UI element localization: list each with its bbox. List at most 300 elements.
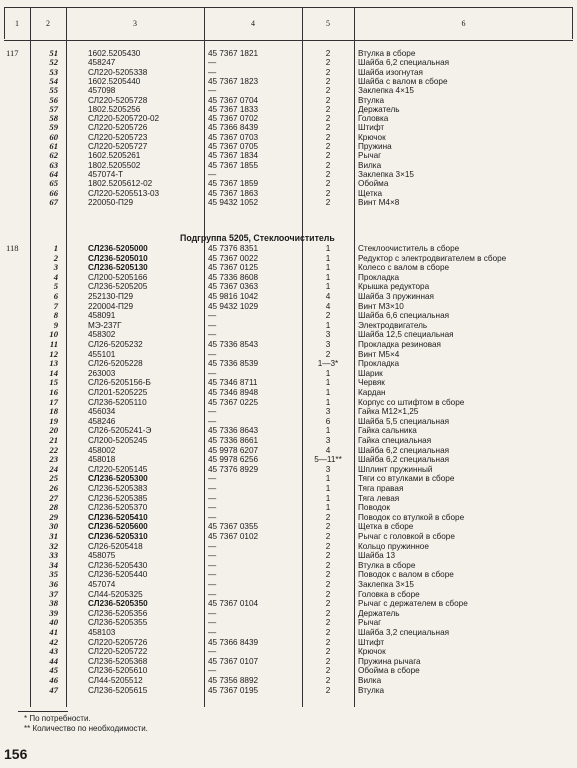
- position-number: 11: [49, 339, 58, 349]
- catalog-number: —: [208, 608, 217, 618]
- part-code: СЛ236-5205385: [88, 493, 148, 503]
- catalog-number: 45 7367 1823: [208, 76, 259, 86]
- catalog-number: 45 9978 6256: [208, 455, 259, 465]
- table-row: [0, 86, 577, 95]
- table-row: [0, 161, 577, 170]
- table-row: [0, 590, 577, 599]
- part-name: Крышка редуктора: [358, 282, 430, 292]
- part-code: МЭ-237Г: [88, 320, 122, 330]
- position-number: 12: [49, 348, 58, 359]
- catalog-number: 45 7367 0102: [208, 532, 259, 541]
- quantity: 3: [325, 340, 331, 349]
- quantity: 1: [325, 253, 331, 263]
- table-row: [0, 609, 577, 618]
- position-number: 15: [49, 377, 58, 388]
- part-name: Прокладка: [358, 359, 400, 369]
- position-number: 28: [49, 502, 58, 513]
- quantity: 2: [325, 132, 331, 142]
- position-number: 4: [53, 271, 58, 282]
- part-code: СЛ236-5205205: [88, 282, 148, 292]
- part-code: СЛ236-5205110: [88, 397, 147, 407]
- part-name: Обойма в сборе: [358, 666, 420, 676]
- table-row: [0, 618, 577, 627]
- catalog-number: —: [208, 647, 217, 657]
- part-name: Рычаг: [358, 618, 382, 628]
- catalog-number: 45 7367 0355: [208, 522, 259, 532]
- table-row: [0, 494, 577, 503]
- table-row: [0, 273, 577, 282]
- position-number: 21: [49, 435, 58, 445]
- part-code: СЛ220-5205726: [88, 637, 148, 647]
- part-code: СЛ236-5205355: [88, 618, 148, 628]
- part-code: 457074-Т: [88, 169, 124, 179]
- table-row: [0, 292, 577, 301]
- catalog-number: —: [208, 320, 217, 330]
- quantity: 2: [325, 570, 331, 580]
- table-row: [0, 350, 577, 359]
- table-row: [0, 522, 577, 531]
- catalog-number: —: [208, 570, 217, 580]
- catalog-number: 45 7367 1863: [208, 188, 259, 198]
- quantity: 2: [325, 76, 331, 86]
- catalog-number: —: [208, 666, 217, 676]
- part-code: 263003: [88, 368, 116, 378]
- part-name: Тяга правая: [358, 484, 404, 493]
- quantity: 2: [325, 532, 331, 541]
- table-row: [0, 388, 577, 397]
- part-name: Втулка: [358, 685, 385, 695]
- part-name: Втулка: [358, 95, 385, 105]
- part-code: СЛ26-5205228: [88, 359, 143, 369]
- part-code: 458302: [88, 330, 116, 340]
- position-number: 61: [49, 141, 58, 151]
- position-number: 13: [49, 358, 58, 369]
- catalog-number: 45 9432 1029: [208, 301, 259, 311]
- catalog-number: —: [208, 311, 217, 321]
- part-name: Заклепка 3×15: [358, 169, 414, 179]
- position-number: 19: [49, 415, 58, 426]
- subgroup-title: Подгруппа 5205, Стеклоочиститель: [180, 233, 335, 243]
- part-name: Поводок с валом в сборе: [358, 570, 454, 580]
- table-row: [0, 114, 577, 123]
- part-code: СЛ220-5205728: [88, 95, 148, 105]
- position-number: 57: [49, 103, 58, 114]
- part-code: 1602.5205440: [88, 76, 141, 86]
- catalog-number: 45 7336 8539: [208, 359, 259, 369]
- part-name: Кольцо пружинное: [358, 541, 429, 551]
- catalog-number: 45 7367 1855: [208, 160, 259, 170]
- catalog-number: 45 7367 0704: [208, 95, 259, 105]
- position-number: 54: [49, 75, 58, 86]
- catalog-number: —: [208, 541, 217, 551]
- table-row: [0, 542, 577, 551]
- table-row: [0, 105, 577, 114]
- catalog-number: —: [208, 407, 217, 417]
- position-number: 58: [49, 113, 58, 124]
- quantity: 3: [325, 464, 331, 474]
- part-name: Шайба 6,2 специальная: [358, 445, 450, 455]
- quantity: 2: [325, 637, 331, 647]
- part-name: Тяга левая: [358, 493, 400, 503]
- table-row: [0, 311, 577, 320]
- position-number: 46: [49, 675, 58, 685]
- catalog-number: 45 7366 8439: [208, 123, 259, 133]
- table-row: [0, 513, 577, 522]
- quantity: 2: [325, 676, 331, 685]
- part-name: Шайба 5,5 специальная: [358, 416, 450, 426]
- quantity: 2: [325, 656, 331, 666]
- quantity: 1: [325, 397, 331, 407]
- part-name: Рычаг с головкой в сборе: [358, 532, 455, 541]
- part-name: Винт М5×4: [358, 349, 400, 359]
- quantity: 2: [325, 123, 331, 133]
- table-row: [0, 398, 577, 407]
- catalog-number: 45 7367 0104: [208, 599, 259, 609]
- table-row: [0, 254, 577, 263]
- position-number: 39: [49, 607, 58, 618]
- table-row: [0, 77, 577, 86]
- page-number: 156: [4, 746, 28, 762]
- catalog-number: —: [208, 589, 217, 599]
- quantity: 2: [325, 188, 331, 198]
- part-code: СЛ200-5205166: [88, 272, 148, 282]
- quantity: 2: [325, 114, 331, 124]
- quantity: 1: [325, 503, 331, 513]
- part-name: Крючок: [358, 132, 386, 142]
- position-number: 53: [49, 66, 58, 77]
- part-name: Гайка сальника: [358, 426, 417, 436]
- catalog-number: 45 7367 0107: [208, 656, 259, 666]
- table-row: [0, 666, 577, 675]
- part-name: Шайба 6,2 специальная: [358, 58, 450, 68]
- table-row: [0, 484, 577, 493]
- part-code: СЛ220-5205727: [88, 142, 148, 151]
- part-code: СЛ26-5205156-Б: [88, 378, 151, 388]
- part-name: Штифт: [358, 637, 385, 647]
- part-name: Шарик: [358, 368, 383, 378]
- header-col-4: 4: [251, 19, 255, 28]
- catalog-number: —: [208, 560, 217, 570]
- part-code: СЛ236-5205310: [88, 532, 148, 541]
- quantity: 2: [325, 589, 331, 599]
- part-code: СЛ236-5205356: [88, 608, 148, 618]
- position-number: 43: [49, 646, 58, 657]
- quantity: 2: [325, 142, 331, 151]
- part-name: Гайка М12×1,25: [358, 407, 419, 417]
- table-row: [0, 68, 577, 77]
- part-name: Шайба с валом в сборе: [358, 76, 448, 86]
- part-code: СЛ236-5205615: [88, 685, 148, 695]
- table-row: [0, 551, 577, 560]
- position-number: 6: [53, 291, 58, 301]
- catalog-number: 45 9432 1052: [208, 197, 259, 207]
- part-code: СЛ220-5205145: [88, 464, 148, 474]
- part-name: Рычаг с держателем в сборе: [358, 599, 468, 609]
- quantity: 3: [325, 407, 331, 417]
- position-number: 66: [49, 187, 58, 198]
- quantity: 1: [325, 426, 331, 436]
- quantity: 1: [325, 474, 331, 484]
- table-row: [0, 628, 577, 637]
- part-name: Обойма: [358, 179, 389, 189]
- position-number: 60: [49, 131, 58, 142]
- position-number: 40: [49, 617, 58, 628]
- quantity: 5—11**: [314, 455, 342, 465]
- quantity: 1: [325, 368, 331, 378]
- quantity: 2: [325, 95, 331, 105]
- catalog-number: 45 7376 8929: [208, 464, 259, 474]
- position-number: 44: [49, 655, 58, 666]
- part-name: Вилка: [358, 676, 382, 685]
- table-row: [0, 133, 577, 142]
- table-row: [0, 330, 577, 339]
- position-number: 41: [49, 627, 58, 637]
- quantity: 1: [325, 388, 331, 397]
- table-row: [0, 676, 577, 685]
- catalog-number: 45 7336 8643: [208, 426, 259, 436]
- position-number: 52: [49, 57, 58, 68]
- table-row: [0, 340, 577, 349]
- table-row: [0, 407, 577, 416]
- table-row: [0, 503, 577, 512]
- quantity: 2: [325, 512, 331, 522]
- part-name: Пружина рычага: [358, 656, 421, 666]
- quantity: 1: [325, 493, 331, 503]
- footnote-2: ** Количество по необходимости.: [24, 724, 148, 733]
- part-name: Шайба 3 пружинная: [358, 292, 434, 301]
- catalog-number: —: [208, 484, 217, 493]
- part-name: Втулка в сборе: [358, 560, 416, 570]
- part-code: 458018: [88, 455, 116, 465]
- catalog-number: 45 7367 0022: [208, 253, 259, 263]
- part-name: Держатель: [358, 104, 400, 114]
- table-row: [0, 580, 577, 589]
- part-code: 458246: [88, 416, 116, 426]
- quantity: 4: [325, 292, 331, 301]
- part-code: 220050-П29: [88, 197, 134, 207]
- part-code: СЛ236-5205410: [88, 512, 148, 522]
- position-number: 33: [49, 550, 58, 561]
- quantity: 4: [325, 301, 331, 311]
- part-name: Винт М4×8: [358, 197, 400, 207]
- table-row: [0, 455, 577, 464]
- position-number: 17: [49, 396, 58, 407]
- part-code: СЛ44-5205325: [88, 589, 143, 599]
- quantity: 2: [325, 169, 331, 179]
- table-row: [0, 359, 577, 368]
- part-name: Вилка: [358, 160, 382, 170]
- table-left-border: [4, 7, 5, 39]
- part-code: СЛ26-5205241-Э: [88, 426, 152, 436]
- quantity: 2: [325, 197, 331, 207]
- position-number: 18: [49, 406, 58, 417]
- part-name: Щетка: [358, 188, 383, 198]
- position-number: 24: [49, 463, 58, 474]
- table-row: [0, 151, 577, 160]
- quantity: 2: [325, 311, 331, 321]
- quantity: 2: [325, 685, 331, 695]
- quantity: 2: [325, 49, 331, 58]
- catalog-number: —: [208, 58, 217, 68]
- part-name: Заклепка 3×15: [358, 580, 414, 589]
- catalog-number: —: [208, 628, 217, 637]
- part-code: 458247: [88, 58, 116, 68]
- table-row: [0, 465, 577, 474]
- table-row: [0, 570, 577, 579]
- catalog-number: —: [208, 503, 217, 513]
- position-number: 5: [53, 281, 58, 292]
- position-number: 36: [49, 579, 58, 589]
- footnote-1: * По потребности.: [24, 714, 91, 723]
- quantity: 2: [325, 349, 331, 359]
- part-name: Электродвигатель: [358, 320, 428, 330]
- position-number: 10: [49, 329, 58, 340]
- position-number: 30: [49, 521, 58, 532]
- quantity: 1: [325, 378, 331, 388]
- catalog-number: —: [208, 580, 217, 589]
- position-number: 64: [49, 168, 58, 179]
- part-name: Корпус со штифтом в сборе: [358, 397, 465, 407]
- position-number: 1: [53, 243, 58, 253]
- quantity: 4: [325, 445, 331, 455]
- table-row: [0, 378, 577, 387]
- quantity: 6: [325, 416, 331, 426]
- quantity: 1—3*: [317, 359, 339, 369]
- footnote-separator: [18, 711, 68, 712]
- part-code: СЛ236-5205440: [88, 570, 148, 580]
- table-row: [0, 647, 577, 656]
- part-code: СЛ220-5205338: [88, 67, 148, 77]
- position-number: 59: [49, 122, 58, 133]
- position-number: 27: [49, 492, 58, 503]
- quantity: 3: [325, 330, 331, 340]
- table-row: [0, 58, 577, 67]
- part-code: СЛ236-5205610: [88, 666, 148, 676]
- position-number: 31: [49, 531, 58, 541]
- quantity: 2: [325, 179, 331, 189]
- catalog-number: 45 7346 8711: [208, 378, 258, 388]
- catalog-number: —: [208, 368, 217, 378]
- catalog-number: 45 9816 1042: [208, 292, 259, 301]
- catalog-number: —: [208, 618, 217, 628]
- part-code: СЛ26-5205232: [88, 340, 143, 349]
- part-code: СЛ236-5205010: [88, 253, 148, 263]
- part-name: Головка: [358, 114, 389, 124]
- table-row: [0, 123, 577, 132]
- quantity: 2: [325, 151, 331, 161]
- quantity: 1: [325, 484, 331, 493]
- table-row: [0, 417, 577, 426]
- part-code: 458075: [88, 551, 116, 561]
- position-number: 42: [49, 636, 58, 647]
- quantity: 2: [325, 580, 331, 589]
- quantity: 2: [325, 551, 331, 561]
- quantity: 2: [325, 628, 331, 637]
- position-number: 25: [49, 473, 58, 484]
- header-col-1: 1: [15, 19, 19, 28]
- catalog-number: 45 7376 8351: [208, 244, 259, 253]
- part-code: СЛ236-5205300: [88, 474, 148, 484]
- part-name: Прокладка резиновая: [358, 340, 441, 349]
- quantity: 2: [325, 104, 331, 114]
- position-number: 56: [49, 94, 58, 105]
- part-code: СЛ220-5205720-02: [88, 114, 160, 124]
- part-name: Шайба 12,5 специальная: [358, 330, 454, 340]
- quantity: 1: [325, 272, 331, 282]
- table-row: [0, 244, 577, 253]
- table-row: [0, 179, 577, 188]
- catalog-number: 45 7367 1821: [208, 49, 259, 58]
- quantity: 2: [325, 647, 331, 657]
- part-code: СЛ236-5205000: [88, 244, 148, 253]
- table-row: [0, 446, 577, 455]
- position-number: 8: [53, 310, 58, 321]
- header-col-5: 5: [326, 19, 330, 28]
- position-number: 63: [49, 159, 58, 170]
- table-row: [0, 263, 577, 272]
- part-name: Червяк: [358, 378, 385, 388]
- group-number: 117: [6, 48, 19, 58]
- position-number: 9: [53, 319, 58, 330]
- part-code: 1602.5205430: [88, 49, 141, 58]
- part-code: СЛ236-5205370: [88, 503, 148, 513]
- catalog-number: 45 7356 8892: [208, 676, 259, 685]
- catalog-number: 45 7367 1833: [208, 104, 259, 114]
- catalog-number: —: [208, 474, 217, 484]
- part-code: 458103: [88, 628, 116, 637]
- position-number: 7: [53, 300, 58, 311]
- part-code: 1802.5205256: [88, 104, 141, 114]
- table-row: [0, 474, 577, 483]
- catalog-number: —: [208, 349, 217, 359]
- part-code: СЛ26-5205418: [88, 541, 143, 551]
- part-name: Головка в сборе: [358, 589, 420, 599]
- part-name: Держатель: [358, 608, 400, 618]
- table-row: [0, 321, 577, 330]
- group-number: 118: [6, 243, 19, 253]
- part-code: СЛ44-5205512: [88, 676, 143, 685]
- part-name: Шайба 6,6 специальная: [358, 311, 450, 321]
- catalog-number: 45 7336 8661: [208, 436, 259, 445]
- catalog-number: 45 7367 1834: [208, 151, 259, 161]
- part-name: Стеклоочиститель в сборе: [358, 244, 460, 253]
- part-code: СЛ220-5205513-03: [88, 188, 160, 198]
- part-name: Пружина: [358, 142, 392, 151]
- header-col-3: 3: [133, 19, 137, 28]
- position-number: 26: [49, 483, 58, 493]
- catalog-number: 45 7336 8543: [208, 340, 259, 349]
- part-name: Винт М3×10: [358, 301, 404, 311]
- quantity: 2: [325, 58, 331, 68]
- quantity: 1: [325, 263, 331, 273]
- position-number: 51: [49, 48, 58, 58]
- position-number: 32: [49, 540, 58, 551]
- catalog-number: 45 9978 6207: [208, 445, 259, 455]
- part-code: 455101: [88, 349, 116, 359]
- part-name: Тяги со втулками в сборе: [358, 474, 455, 484]
- table-row: [0, 686, 577, 695]
- part-name: Поводок со втулкой в сборе: [358, 512, 465, 522]
- quantity: 3: [325, 436, 331, 445]
- part-code: 457098: [88, 86, 116, 96]
- position-number: 16: [49, 387, 58, 397]
- part-name: Крючок: [358, 647, 386, 657]
- catalog-number: 45 7336 8608: [208, 272, 259, 282]
- position-number: 47: [49, 684, 58, 695]
- quantity: 2: [325, 541, 331, 551]
- position-number: 23: [49, 454, 58, 465]
- part-name: Рычаг: [358, 151, 382, 161]
